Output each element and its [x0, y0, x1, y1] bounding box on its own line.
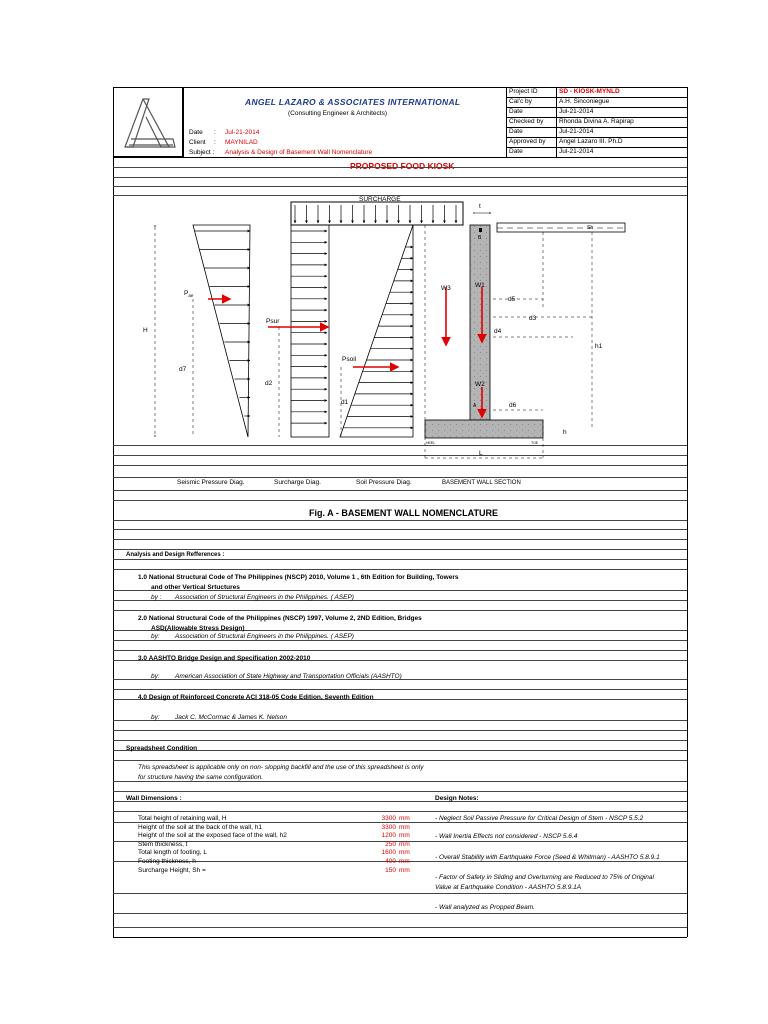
dimension-label: Surcharge Height, Sh =	[138, 866, 206, 874]
propping-slab	[497, 223, 625, 232]
subject-value: Analysis & Design of Basement Wall Nomenclature	[225, 149, 373, 156]
firm-name: ANGEL LAZARO & ASSOCIATES INTERNATIONAL	[245, 97, 461, 107]
surcharge-pressure-rect	[291, 225, 329, 437]
firm-subtitle: (Consulting Engineer & Architects)	[288, 110, 387, 117]
info-value: Rhonda Divina A. Rapirap	[559, 118, 634, 125]
info-label: Date	[509, 108, 523, 115]
date-value: Jul-21-2014	[225, 129, 260, 136]
surcharge-arrows	[295, 205, 456, 223]
date-colon: :	[214, 129, 216, 136]
dimension-unit: mm	[399, 823, 410, 831]
ref-3-line1: 3.0 AASHTO Bridge Design and Specification 2002-2010	[138, 655, 311, 662]
d5-label: d5	[508, 296, 516, 303]
condition-line2: for structure having the same configuration.	[138, 774, 264, 781]
ref-1-by: Association of Structural Engineers in the Philippines. ( ASEP)	[175, 594, 354, 601]
d1-label: d1	[341, 399, 349, 406]
info-label: Checked by	[509, 118, 544, 125]
ref-3-by: American Association of State Highway and Transportation Officials (AASHTO)	[175, 673, 402, 680]
dimension-value: 150	[385, 866, 396, 874]
wall-stem	[470, 225, 490, 420]
seismic-pressure-triangle	[193, 225, 250, 437]
dimension-value: 1200	[381, 832, 396, 840]
dimension-label: Stem thickness, t	[138, 840, 188, 848]
client-value: MAYNILAD	[225, 139, 258, 146]
info-label: Cal'c by	[509, 98, 532, 105]
ref-4-line1: 4.0 Design of Reinforced Concrete ACI 318-05 Code Edition, Seventh Edition	[138, 694, 374, 701]
heel-label: HEEL	[426, 441, 436, 445]
dimension-value: 3300	[381, 815, 396, 822]
ref-1-line2: and other Vertical Srtuctures	[151, 584, 240, 591]
t-label: t	[479, 203, 481, 210]
frame-right	[687, 87, 688, 937]
dimension-value: 3300	[381, 823, 396, 831]
w1-label: W1	[475, 282, 485, 289]
dimension-unit: mm	[399, 866, 410, 874]
info-value: Angel Lazaro III. Ph.D	[559, 138, 623, 145]
design-note: - Overall Stability with Earthquake Force (Seed & Whitman) - AASHTO 5.8.9.1	[435, 854, 660, 861]
dim-h-label: H	[143, 327, 148, 334]
ref-1-line1: 1.0 National Structural Code of The Philippines (NSCP) 2010, Volume 1 , 6th Edition for Building, Towers	[138, 574, 459, 581]
dimension-label: Footing thickness, h	[138, 858, 196, 865]
b-label: B	[478, 235, 482, 241]
dimension-unit: mm	[399, 815, 410, 822]
ref-4-by: Jack C. McCormac & James K. Nelson	[175, 714, 287, 721]
client-label: Client	[189, 139, 206, 146]
psur-label: Psur	[266, 318, 280, 325]
ref-2-line1: 2.0 National Structural Code of the Philippines (NSCP) 1997, Volume 2, 2ND Edition, Bridges	[138, 615, 422, 622]
client-colon: :	[214, 139, 216, 146]
design-note: - Neglect Soil Passive Pressure for Critical Design of Stem - NSCP 5.5.2	[435, 815, 644, 822]
caption-seismic: Seismic Pressure Diag.	[177, 479, 245, 486]
a-label: A	[473, 403, 477, 409]
info-value: Jul-21-2014	[559, 148, 594, 155]
date-label: Date	[189, 129, 203, 136]
ref-3-by-label: by:	[151, 673, 160, 680]
toe-label: TOE	[531, 441, 539, 445]
caption-surcharge: Surcharge Diag.	[274, 479, 321, 486]
ref-2-line2: ASD(Allowable Stress Design)	[151, 625, 245, 632]
l-label: L	[479, 450, 483, 457]
soil-arrows	[343, 247, 413, 428]
caption-section: BASEMENT WALL SECTION	[442, 480, 521, 486]
condition-line1: This spreadsheet is applicable only on non- slopping backfill and the use of this spreadsheet is only	[138, 764, 424, 771]
info-value: Jul-21-2014	[559, 108, 594, 115]
wall-footing	[425, 420, 543, 438]
psoil-label: Psoil	[342, 356, 357, 363]
project-title: PROPOSED FOOD KIOSK	[350, 161, 455, 171]
dimension-unit: mm	[399, 840, 410, 848]
figure-title: Fig. A - BASEMENT WALL NOMENCLATURE	[309, 508, 498, 518]
ref-4-by-label: by:	[151, 714, 160, 721]
dimension-label: Height of the soil at the exposed face of the wall, h2	[138, 832, 287, 840]
dimension-label: Total height of retaining wall, H	[138, 815, 227, 822]
references-heading: Analysis and Design Refferences :	[126, 552, 225, 558]
sh-label: Sh	[587, 225, 594, 231]
dimension-label: Height of the soil at the back of the wall, h1	[138, 823, 262, 831]
d7-label: d7	[179, 366, 187, 373]
dimension-label: Total length of footing, L	[138, 849, 208, 857]
info-value: Jul-21-2014	[559, 128, 594, 135]
info-label: Date	[509, 128, 523, 135]
surcharge-block	[291, 202, 463, 225]
condition-heading: Spreadsheet Condition	[126, 745, 198, 752]
dimension-unit: mm	[399, 832, 410, 840]
d4-label: d4	[494, 328, 502, 335]
info-label: Date	[509, 148, 523, 155]
info-value: A.H. Sinconiegue	[559, 98, 610, 105]
design-note: - Wall Inertia Effects not considered - NSCP 5.6.4	[435, 833, 578, 840]
ref-2-by-label: by:	[151, 633, 160, 640]
design-note: - Factor of Safety in Sliding and Overturning are Reduced to 75% of Original	[435, 874, 654, 881]
subject-label: Subject :	[189, 149, 215, 156]
w3-label: W3	[441, 285, 451, 292]
dimension-value: 250	[385, 840, 396, 848]
calculation-sheet	[113, 87, 687, 937]
d2-label: d2	[265, 380, 273, 387]
caption-soil: Soil Pressure Diag.	[356, 479, 412, 486]
design-note: - Wall analyzed as Propped Beam.	[435, 904, 535, 911]
d3-label: d3	[529, 315, 537, 322]
wall-dimensions-heading: Wall Dimensions :	[126, 795, 182, 802]
pae-label: $P_{ae}$	[184, 290, 194, 298]
dimension-value: 400	[385, 858, 396, 865]
ref-1-by-label: by :	[151, 594, 162, 601]
design-notes-heading: Design Notes:	[435, 795, 479, 802]
seismic-arrows	[195, 231, 250, 416]
d6-label: d6	[509, 402, 517, 409]
w2-label: W2	[475, 381, 485, 388]
ref-2-by: Association of Structural Engineers in the Philippines. ( ASEP)	[175, 633, 354, 640]
dimension-unit: mm	[399, 849, 410, 857]
info-label: Project ID	[509, 88, 538, 95]
dimension-unit: mm	[399, 858, 410, 865]
surcharge-label: SURCHARGE	[359, 196, 401, 203]
h-label: h	[563, 429, 567, 436]
info-value: SD - KIOSK-MYNLD	[559, 88, 620, 95]
dimension-value: 1600	[381, 849, 396, 857]
h1-label: h1	[595, 343, 603, 350]
frame-bottom	[113, 937, 687, 938]
design-note: Value at Earthquake Condition - AASHTO 5.8.9.1A	[435, 884, 582, 891]
info-label: Approved by	[509, 138, 546, 145]
